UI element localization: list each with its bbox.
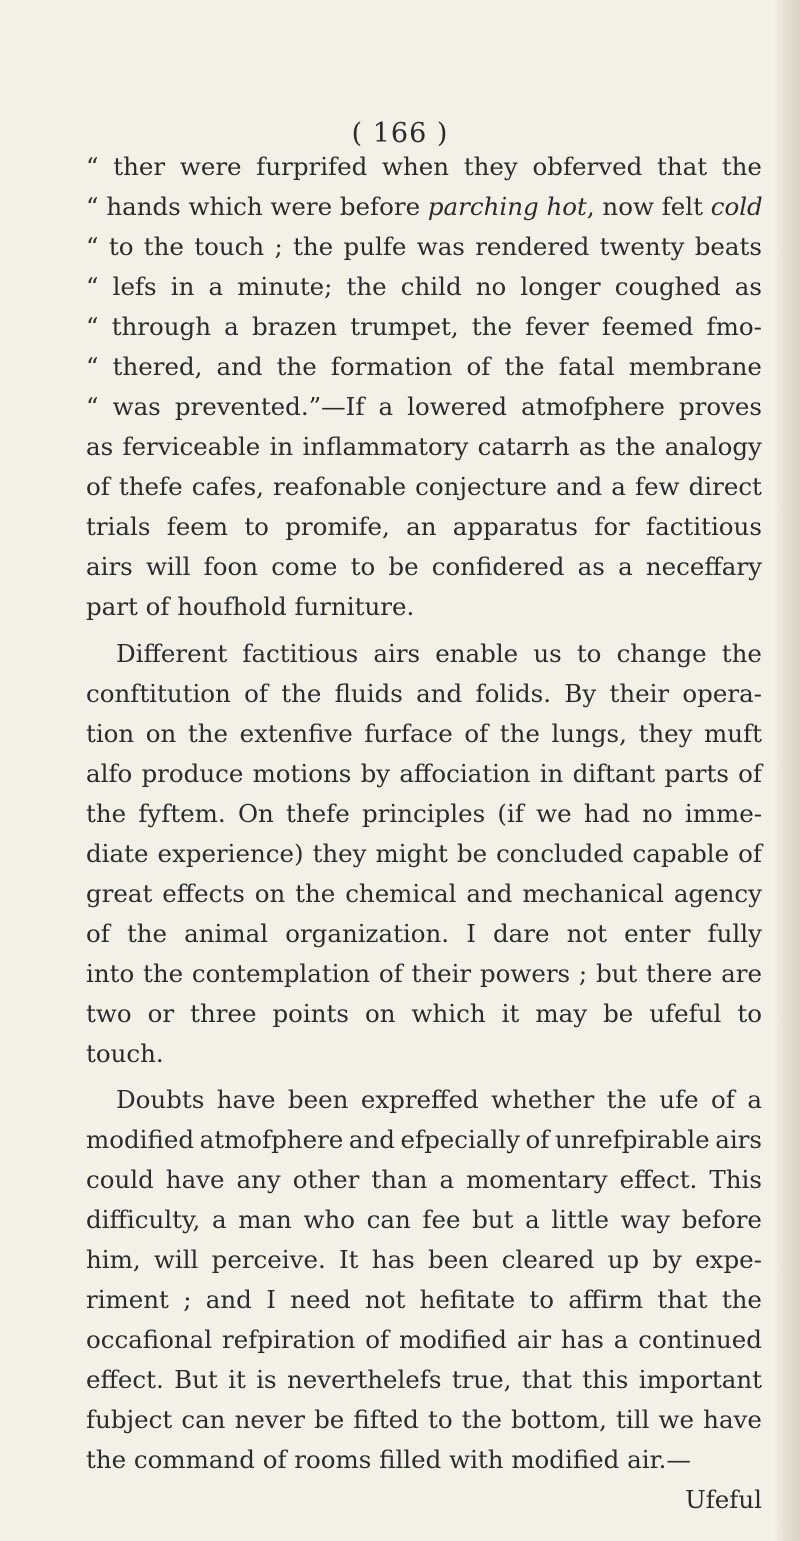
- text-line: “ hands which were before parching hot, now felt cold: [86, 192, 763, 221]
- paragraph-3: [86, 1080, 762, 1520]
- text-line: could have any other than a momentary effect. This: [86, 1165, 762, 1194]
- text-line: alfo produce motions by affociation in diftant parts of: [86, 759, 762, 788]
- text-line: effect. But it is neverthelefs true, that this important: [86, 1365, 762, 1394]
- text-line: “ to the touch ; the pulfe was rendered twenty beats: [86, 232, 762, 261]
- text-line: him, will perceive. It has been cleared up by expe-: [86, 1245, 762, 1274]
- text-line: into the contemplation of their powers ; but there are: [86, 959, 762, 988]
- text-line: modified atmofphere and efpecially of unrefpirable airs: [86, 1125, 762, 1154]
- text-line: trials feem to promife, an apparatus for factitious: [86, 512, 762, 541]
- text-line: “ through a brazen trumpet, the fever feemed fmo-: [86, 312, 762, 341]
- paragraph-2: [86, 634, 762, 1074]
- text-line: difficulty, a man who can fee but a little way before: [86, 1205, 762, 1234]
- text-line: “ thered, and the formation of the fatal membrane: [86, 352, 762, 381]
- page-number: ( 166 ): [351, 118, 449, 149]
- text-line: as ferviceable in inflammatory catarrh as the analogy: [86, 432, 762, 461]
- text-line: riment ; and I need not hefitate to affirm that the: [86, 1285, 762, 1314]
- text-line: Different factitious airs enable us to change the: [116, 639, 762, 668]
- text-line: airs will foon come to be confidered as a neceffary: [86, 552, 762, 581]
- text-line: the fyftem. On thefe principles (if we had no imme-: [86, 799, 762, 828]
- text-line: tion on the extenfive furface of the lungs, they muft: [86, 719, 762, 748]
- text-line: fubject can never be fifted to the bottom, till we have: [86, 1405, 762, 1434]
- text-line: of thefe cafes, reafonable conjecture and a few direct: [86, 472, 762, 501]
- text-line: Doubts have been expreffed whether the ufe of a: [116, 1085, 762, 1114]
- paragraph-1: [86, 147, 762, 627]
- page-edge-shadow: [774, 0, 800, 1541]
- text-line: of the animal organization. I dare not enter fully: [86, 919, 762, 948]
- text-line: diate experience) they might be concluded capable of: [86, 839, 762, 868]
- text-line: great effects on the chemical and mechanical agency: [86, 879, 762, 908]
- text-line: two or three points on which it may be ufeful to: [86, 999, 762, 1028]
- text-line: touch.: [86, 1039, 164, 1068]
- text-line: “ was prevented.”—If a lowered atmofphere proves: [86, 392, 762, 421]
- catchword: Ufeful: [685, 1485, 762, 1514]
- text-line: conftitution of the fluids and folids. By their opera-: [86, 679, 762, 708]
- text-line: the command of rooms filled with modified air.—: [86, 1445, 691, 1474]
- text-line: occafional refpiration of modified air has a continued: [86, 1325, 762, 1354]
- text-line: “ ther were furprifed when they obferved that the: [86, 152, 762, 181]
- text-line: “ lefs in a minute; the child no longer coughed as: [86, 272, 762, 301]
- text-line: part of houfhold furniture.: [86, 592, 415, 621]
